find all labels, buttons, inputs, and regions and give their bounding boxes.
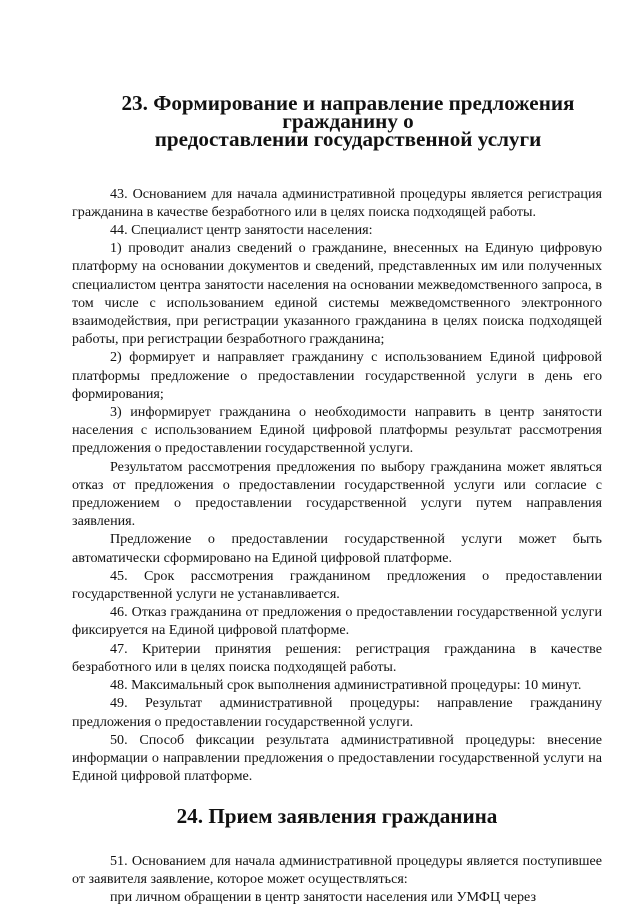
section-23-title <box>72 91 602 152</box>
section-23-title-line-2: предоставлении государственной услуги <box>154 127 542 152</box>
paragraph-46: 46. Отказ гражданина от предложения о предоставлении государственной услуги фиксируется на Единой цифровой платформе. <box>72 604 602 639</box>
paragraph-44-item-2: 2) формирует и направляет гражданину с использованием Единой цифровой платформы предложение о предоставлении государственной услуги в день его формирования; <box>72 349 602 402</box>
paragraph-44-item-3: 3) информирует гражданина о необходимости направить в центр занятости населения с использованием Единой цифровой платформы результат рассмотрения предложения о предоставлении государственной услуги. <box>72 404 602 457</box>
section-23-title-line-1: 23. Формирование и направление предложения гражданину о <box>121 91 575 134</box>
paragraph-43: 43. Основанием для начала административной процедуры является регистрация гражданина в качестве безработного или в целях поиска подходящей работы. <box>72 185 602 220</box>
paragraph-51: 51. Основанием для начала административной процедуры является поступившее от заявителя заявление, которое может осуществляться: <box>72 852 602 887</box>
paragraph-44: 44. Специалист центр занятости населения: <box>110 222 373 239</box>
paragraph-47: 47. Критерии принятия решения: регистрация гражданина в качестве безработного или в целях поиска подходящей работы. <box>72 640 602 675</box>
paragraph-50: 50. Способ фиксации результата административной процедуры: внесение информации о направлении предложения о предоставлении государственной услуги на Единой цифровой платформе. <box>72 731 602 785</box>
paragraph-auto-offer: Предложение о предоставлении государственной услуги может быть автоматически сформировано на Единой цифровой платформе. <box>72 531 602 566</box>
section-24-title: 24. Прием заявления гражданина <box>176 804 498 829</box>
paragraph-result: Результатом рассмотрения предложения по выбору гражданина может являться отказ от предложения о предоставлении государственной услуги или согласие с предложением о предоставлении государственной услуги путем направления заявления. <box>72 458 602 530</box>
paragraph-44-item-1: 1) проводит анализ сведений о гражданине, внесенных на Единую цифровую платформу на основании документов и сведений, представленных им или полученных специалистом центра занятости населения на основании межведомственного запроса, в том числе с использованием единой системы межведомственного электронного взаимодействия, при регистрации указанного гражданина в целях поиска подходящей работы, при регистрации безработного гражданина; <box>72 240 602 348</box>
paragraph-45: 45. Срок рассмотрения гражданином предложения о предоставлении государственной услуги не устанавливается. <box>72 567 602 603</box>
paragraph-51-continuation: при личном обращении в центр занятости населения или УМФЦ через <box>110 888 537 905</box>
paragraph-48: 48. Максимальный срок выполнения административной процедуры: 10 минут. <box>110 677 582 694</box>
paragraph-49: 49. Результат административной процедуры: направление гражданину предложения о предоставлении государственной услуги. <box>72 695 602 730</box>
